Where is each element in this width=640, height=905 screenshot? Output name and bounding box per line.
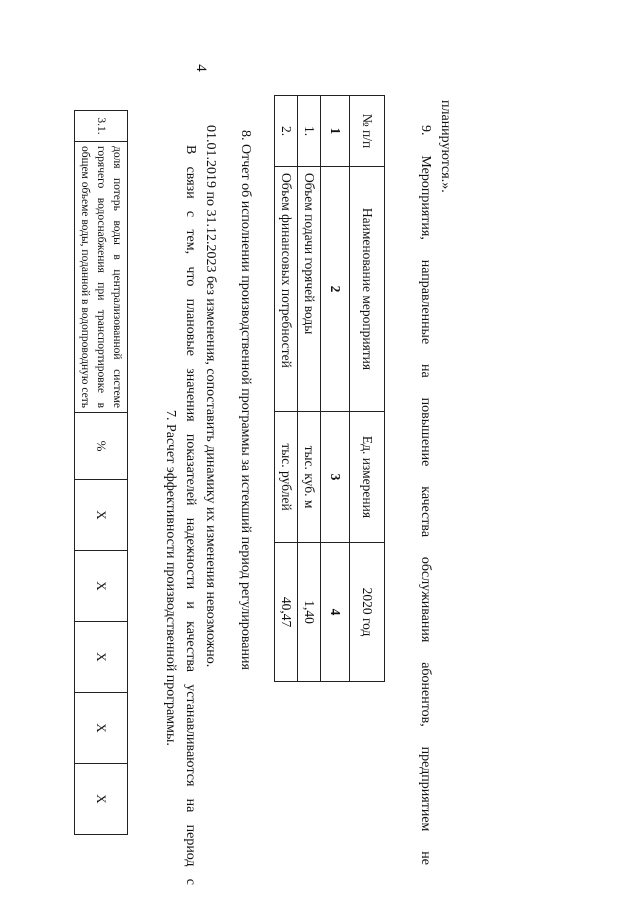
cell-name: Объем финансовых потребностей xyxy=(275,167,298,412)
row-cell: X xyxy=(75,693,128,764)
row-number: 3.1. xyxy=(75,111,128,142)
section9-line1: 9. Мероприятия, направленные на повышение качества обслуживания абонентов, предприятием не xyxy=(418,125,433,865)
row-name: доля потерь воды в централизованной системе горячего водоснабжения при транспортировке в общем объеме воды, поданной в водопроводную сеть xyxy=(75,142,128,413)
section7-line2: 01.01.2019 по 31.12.2023 без изменения, сопоставить динамику их изменения невозможно. xyxy=(203,125,218,668)
row-cell: X xyxy=(75,764,128,835)
header-cell: 2020 год xyxy=(350,543,385,682)
cell-unit: тыс. куб. м xyxy=(298,412,321,543)
cell-unit: тыс. рублей xyxy=(275,412,298,543)
section7-heading: 7. Расчет эффективности производственной программы. xyxy=(163,410,178,746)
cell-name: Объем подачи горячей воды xyxy=(298,167,321,412)
table-row xyxy=(275,96,298,682)
header-cell: № п/п xyxy=(350,96,385,167)
report-table xyxy=(274,95,385,682)
indicators-table xyxy=(74,110,128,835)
header-cell: Ед. измерения xyxy=(350,412,385,543)
row-cell: X xyxy=(75,551,128,622)
section7-line1: В связи с тем, что плановые значения показателей надежности и качества устанавливаются на период с xyxy=(183,145,198,885)
row-cell: X xyxy=(75,622,128,693)
cell-value: 40,47 xyxy=(275,543,298,682)
index-cell: 4 xyxy=(321,543,350,682)
index-cell: 2 xyxy=(321,167,350,412)
cell-num: 2. xyxy=(275,96,298,167)
page-number: 4 xyxy=(193,64,209,72)
table-row xyxy=(75,111,128,835)
row-unit: % xyxy=(75,413,128,480)
header-cell: Наименование мероприятия xyxy=(350,167,385,412)
cell-value: 1,40 xyxy=(298,543,321,682)
table-header-row xyxy=(350,96,385,682)
table-row xyxy=(298,96,321,682)
index-row xyxy=(321,96,350,682)
index-cell: 3 xyxy=(321,412,350,543)
cell-num: 1. xyxy=(298,96,321,167)
section8-heading: 8. Отчет об исполнении производственной программы за истекший период регулирования xyxy=(238,130,253,670)
section9-line2: планируются.». xyxy=(438,100,453,193)
index-cell: 1 xyxy=(321,96,350,167)
row-cell: X xyxy=(75,480,128,551)
